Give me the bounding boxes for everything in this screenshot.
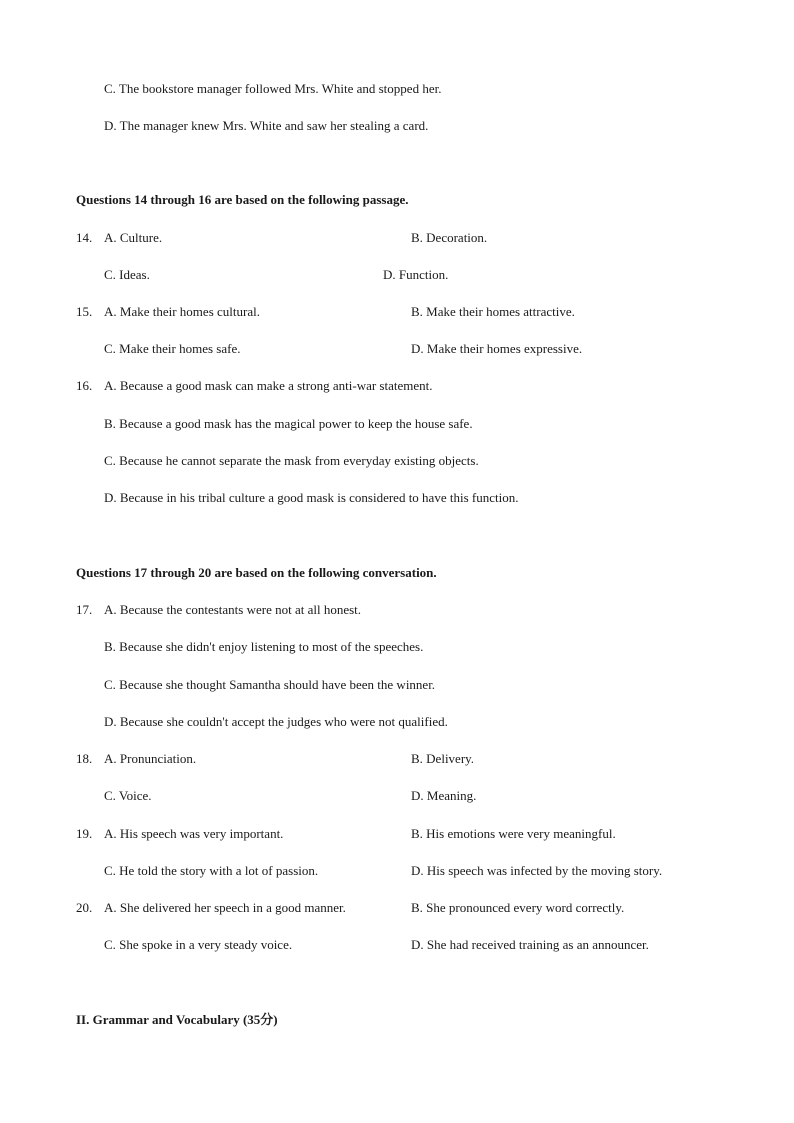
section-heading-14-16: Questions 14 through 16 are based on the following passage.: [76, 192, 409, 207]
q18-option-c: C. Voice.: [104, 788, 152, 803]
q16-option-c: C. Because he cannot separate the mask from everyday existing objects.: [104, 453, 479, 468]
question-number-14: 14.: [76, 230, 93, 245]
question-number-19: 19.: [76, 826, 93, 841]
q20-option-a: A. She delivered her speech in a good manner.: [104, 900, 346, 915]
q18-option-d: D. Meaning.: [411, 788, 477, 803]
q14-option-d: D. Function.: [383, 267, 449, 282]
q16-option-d: D. Because in his tribal culture a good mask is considered to have this function.: [104, 490, 519, 505]
q17-option-d: D. Because she couldn't accept the judges who were not qualified.: [104, 714, 448, 729]
q17-option-b: B. Because she didn't enjoy listening to most of the speeches.: [104, 639, 424, 654]
q19-option-b: B. His emotions were very meaningful.: [411, 826, 616, 841]
option-c: C. The bookstore manager followed Mrs. White and stopped her.: [104, 81, 442, 96]
q19-option-d: D. His speech was infected by the moving story.: [411, 863, 663, 878]
question-number-18: 18.: [76, 751, 93, 766]
q15-option-b: B. Make their homes attractive.: [411, 304, 575, 319]
q16-option-b: B. Because a good mask has the magical power to keep the house safe.: [104, 416, 473, 431]
q20-option-b: B. She pronounced every word correctly.: [411, 900, 625, 915]
section-heading-grammar: II. Grammar and Vocabulary (35分): [76, 1012, 278, 1027]
q17-option-a: A. Because the contestants were not at all honest.: [104, 602, 362, 617]
q18-option-b: B. Delivery.: [411, 751, 475, 766]
q15-option-d: D. Make their homes expressive.: [411, 341, 583, 356]
question-number-16: 16.: [76, 378, 93, 393]
question-number-15: 15.: [76, 304, 93, 319]
q20-option-d: D. She had received training as an announcer.: [411, 937, 649, 952]
q14-option-a: A. Culture.: [104, 230, 163, 245]
q18-option-a: A. Pronunciation.: [104, 751, 197, 766]
question-number-17: 17.: [76, 602, 93, 617]
q16-option-a: A. Because a good mask can make a strong anti-war statement.: [104, 378, 433, 393]
q19-option-c: C. He told the story with a lot of passion.: [104, 863, 319, 878]
q14-option-b: B. Decoration.: [411, 230, 488, 245]
q20-option-c: C. She spoke in a very steady voice.: [104, 937, 293, 952]
q15-option-a: A. Make their homes cultural.: [104, 304, 260, 319]
q17-option-c: C. Because she thought Samantha should have been the winner.: [104, 677, 436, 692]
question-number-20: 20.: [76, 900, 93, 915]
q15-option-c: C. Make their homes safe.: [104, 341, 241, 356]
option-d: D. The manager knew Mrs. White and saw her stealing a card.: [104, 118, 429, 133]
q19-option-a: A. His speech was very important.: [104, 826, 284, 841]
q14-option-c: C. Ideas.: [104, 267, 150, 282]
section-heading-17-20: Questions 17 through 20 are based on the following conversation.: [76, 565, 437, 580]
